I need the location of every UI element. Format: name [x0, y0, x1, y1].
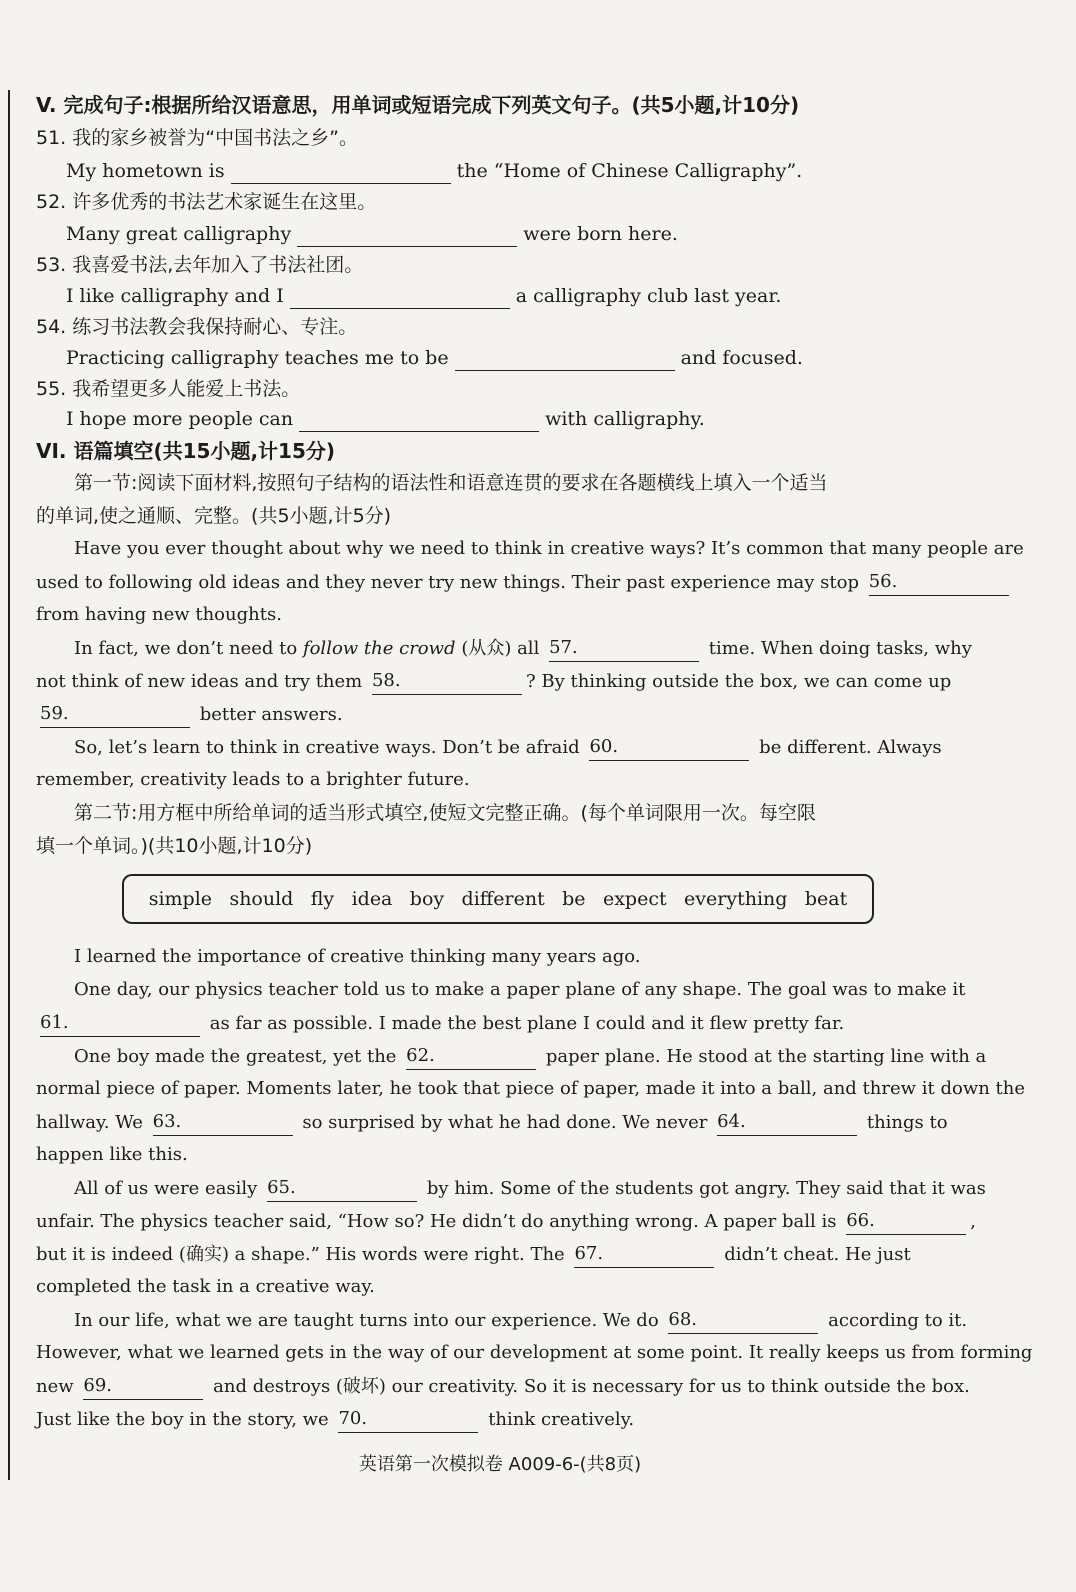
q55-text-before: I hope more people can — [66, 408, 294, 430]
q57-blank[interactable] — [549, 635, 699, 662]
q65-number: 65. — [267, 1177, 296, 1198]
q69-blank[interactable] — [83, 1373, 203, 1400]
q-line6-text-a: hallway. We — [36, 1112, 143, 1133]
p3-line1-text-a: So, let’s learn to think in creative ways. Don’t be afraid — [74, 737, 580, 758]
word-bank-item: expect — [602, 888, 667, 910]
p1-line3: from having new thoughts. — [36, 604, 282, 625]
follow-the-crowd-italic: follow the crowd — [302, 638, 456, 659]
q-line6 — [36, 1109, 948, 1136]
q-line15 — [36, 1406, 634, 1433]
q-line12-text-b: according to it. — [828, 1310, 968, 1331]
word-bank-item: fly — [310, 888, 335, 910]
q52-text-before: Many great calligraphy — [66, 223, 292, 245]
q59-blank[interactable] — [40, 701, 190, 728]
q54-blank[interactable] — [455, 348, 675, 371]
p3-line2: remember, creativity leads to a brighter future. — [36, 769, 470, 790]
q-line1: I learned the importance of creative thinking many years ago. — [74, 946, 641, 967]
q-line8 — [74, 1175, 986, 1202]
word-bank-item: boy — [409, 888, 445, 910]
q-line2: One day, our physics teacher told us to make a paper plane of any shape. The goal was to make it — [74, 979, 966, 1000]
q-line8-text-a: All of us were easily — [74, 1178, 258, 1199]
q55-text-after: with calligraphy. — [545, 408, 705, 430]
p2-line1-text-c: time. When doing tasks, why — [708, 638, 972, 659]
q-line7: happen like this. — [36, 1144, 188, 1165]
q-line9-text-b: , — [970, 1211, 976, 1232]
q51-text-after: the “Home of Chinese Calligraphy”. — [456, 160, 803, 182]
q-line6-text-b: so surprised by what he had done. We never — [302, 1112, 708, 1133]
word-bank-item: be — [562, 888, 586, 910]
q-line5: normal piece of paper. Moments later, he took that piece of paper, made it into a ball, and threw it down the — [36, 1078, 1026, 1099]
p3-line1 — [74, 734, 942, 761]
q68-number: 68. — [668, 1309, 698, 1330]
q55-english — [66, 406, 705, 432]
q-line14-text-b: and destroys (破坏) our creativity. So it is necessary for us to think outside the box. — [213, 1376, 970, 1397]
page-footer: 英语第一次模拟卷 A009-6-(共8页) — [358, 1454, 642, 1475]
q51-text-before: My hometown is — [66, 160, 225, 182]
binding-margin-line — [8, 90, 10, 1480]
word-bank-item: different — [461, 888, 545, 910]
q58-number: 58. — [371, 670, 401, 691]
q66-blank[interactable] — [846, 1208, 966, 1235]
q59-number: 59. — [40, 703, 69, 724]
q-line15-text-a: Just like the boy in the story, we — [36, 1409, 329, 1430]
q51-blank[interactable] — [231, 161, 451, 184]
part1-instruction-line2: 的单词,使之通顺、完整。(共5小题,计5分) — [36, 505, 392, 527]
p2-line1-text-a: In fact, we don’t need to — [74, 638, 298, 659]
q55-blank[interactable] — [299, 409, 539, 432]
q-line13: However, what we learned gets in the way of our development at some point. It really keeps us from forming — [36, 1342, 1033, 1363]
p1-line2-text: used to following old ideas and they never try new things. Their past experience may stop — [36, 572, 859, 593]
q-line12 — [74, 1307, 967, 1334]
q52-text-after: were born here. — [523, 223, 678, 245]
p2-line1-text-b: (从众) all — [461, 638, 540, 659]
word-bank-item: idea — [351, 888, 393, 910]
q58-blank[interactable] — [372, 668, 522, 695]
q52-chinese: 52. 许多优秀的书法艺术家诞生在这里。 — [36, 191, 377, 213]
q-line3 — [36, 1010, 844, 1037]
q63-number: 63. — [152, 1111, 182, 1132]
q62-blank[interactable] — [406, 1043, 536, 1070]
q65-blank[interactable] — [267, 1175, 417, 1202]
q54-english — [66, 345, 803, 371]
q-line3-text: as far as possible. I made the best plane I could and it flew pretty far. — [209, 1013, 845, 1034]
q53-blank[interactable] — [290, 286, 510, 309]
q53-english — [66, 283, 781, 309]
q-line15-text-b: think creatively. — [488, 1409, 635, 1430]
q61-blank[interactable] — [40, 1010, 200, 1037]
word-bank-item: beat — [804, 888, 848, 910]
p1-line1: Have you ever thought about why we need to think in creative ways? It’s common that many people are — [74, 538, 1024, 559]
q-line10 — [36, 1241, 911, 1268]
q66-number: 66. — [846, 1210, 875, 1231]
q52-english — [66, 221, 678, 247]
p2-line2-text-a: not think of new ideas and try them — [36, 671, 363, 692]
q54-text-before: Practicing calligraphy teaches me to be — [66, 347, 449, 369]
q54-text-after: and focused. — [680, 347, 803, 369]
q-line8-text-b: by him. Some of the students got angry. They said that it was — [426, 1178, 986, 1199]
q-line12-text-a: In our life, what we are taught turns into our experience. We do — [74, 1310, 659, 1331]
q-line4-text-b: paper plane. He stood at the starting line with a — [545, 1046, 987, 1067]
q51-english — [66, 158, 802, 184]
q56-blank[interactable] — [869, 569, 1009, 596]
p2-line2-text-b: ? By thinking outside the box, we can come up — [525, 671, 952, 692]
p2-line3-text: better answers. — [199, 704, 343, 725]
q53-text-after: a calligraphy club last year. — [515, 285, 782, 307]
q-line14 — [36, 1373, 970, 1400]
q67-blank[interactable] — [574, 1241, 714, 1268]
p2-line3 — [36, 701, 343, 728]
q64-number: 64. — [717, 1111, 746, 1132]
q56-number: 56. — [868, 571, 898, 592]
q55-chinese: 55. 我希望更多人能爱上书法。 — [36, 378, 301, 400]
q70-number: 70. — [338, 1408, 368, 1429]
p2-line2 — [36, 668, 951, 695]
q70-blank[interactable] — [338, 1406, 478, 1433]
q-line6-text-c: things to — [866, 1112, 948, 1133]
q64-blank[interactable] — [717, 1109, 857, 1136]
q53-text-before: I like calligraphy and I — [66, 285, 284, 307]
p2-line1 — [74, 635, 972, 662]
word-bank-item: simple — [148, 888, 213, 910]
section5-header: V. 完成句子:根据所给汉语意思，用单词或短语完成下列英文句子。(共5小题,计10分) — [36, 93, 800, 117]
p1-line2 — [36, 569, 1013, 596]
q51-chinese: 51. 我的家乡被誉为“中国书法之乡”。 — [36, 127, 358, 149]
q-line14-text-a: new — [36, 1376, 74, 1397]
q69-number: 69. — [83, 1375, 113, 1396]
q-line4 — [74, 1043, 986, 1070]
q-line10-text-a: but it is indeed (确实) a shape.” His words were right. The — [36, 1244, 565, 1265]
word-bank-box — [122, 874, 874, 924]
q60-number: 60. — [589, 736, 619, 757]
q-line9 — [36, 1208, 976, 1235]
q63-blank[interactable] — [153, 1109, 293, 1136]
q53-chinese: 53. 我喜爱书法,去年加入了书法社团。 — [36, 254, 364, 276]
q52-blank[interactable] — [297, 224, 517, 247]
p3-line1-text-b: be different. Always — [759, 737, 942, 758]
part1-instruction-line1: 第一节:阅读下面材料,按照句子结构的语法性和语意连贯的要求在各题横线上填入一个适当 — [74, 472, 828, 494]
q68-blank[interactable] — [668, 1307, 818, 1334]
q61-number: 61. — [40, 1012, 69, 1033]
word-bank-item: everything — [684, 888, 788, 910]
q54-chinese: 54. 练习书法教会我保持耐心、专注。 — [36, 316, 358, 338]
part2-instruction-line2: 填一个单词。)(共10小题,计10分) — [36, 835, 313, 857]
q-line9-text-a: unfair. The physics teacher said, “How so? He didn’t do anything wrong. A paper ball is — [36, 1211, 837, 1232]
q67-number: 67. — [574, 1243, 604, 1264]
part2-instruction-line1: 第二节:用方框中所给单词的适当形式填空,使短文完整正确。(每个单词限用一次。每空限 — [74, 802, 816, 824]
q60-blank[interactable] — [589, 734, 749, 761]
q57-number: 57. — [549, 637, 578, 658]
q-line4-text-a: One boy made the greatest, yet the — [74, 1046, 397, 1067]
q62-number: 62. — [406, 1045, 435, 1066]
section6-header: VI. 语篇填空(共15小题,计15分) — [36, 439, 336, 463]
q-line11: completed the task in a creative way. — [36, 1276, 375, 1297]
q-line10-text-b: didn’t cheat. He just — [724, 1244, 911, 1265]
word-bank-item: should — [229, 888, 294, 910]
